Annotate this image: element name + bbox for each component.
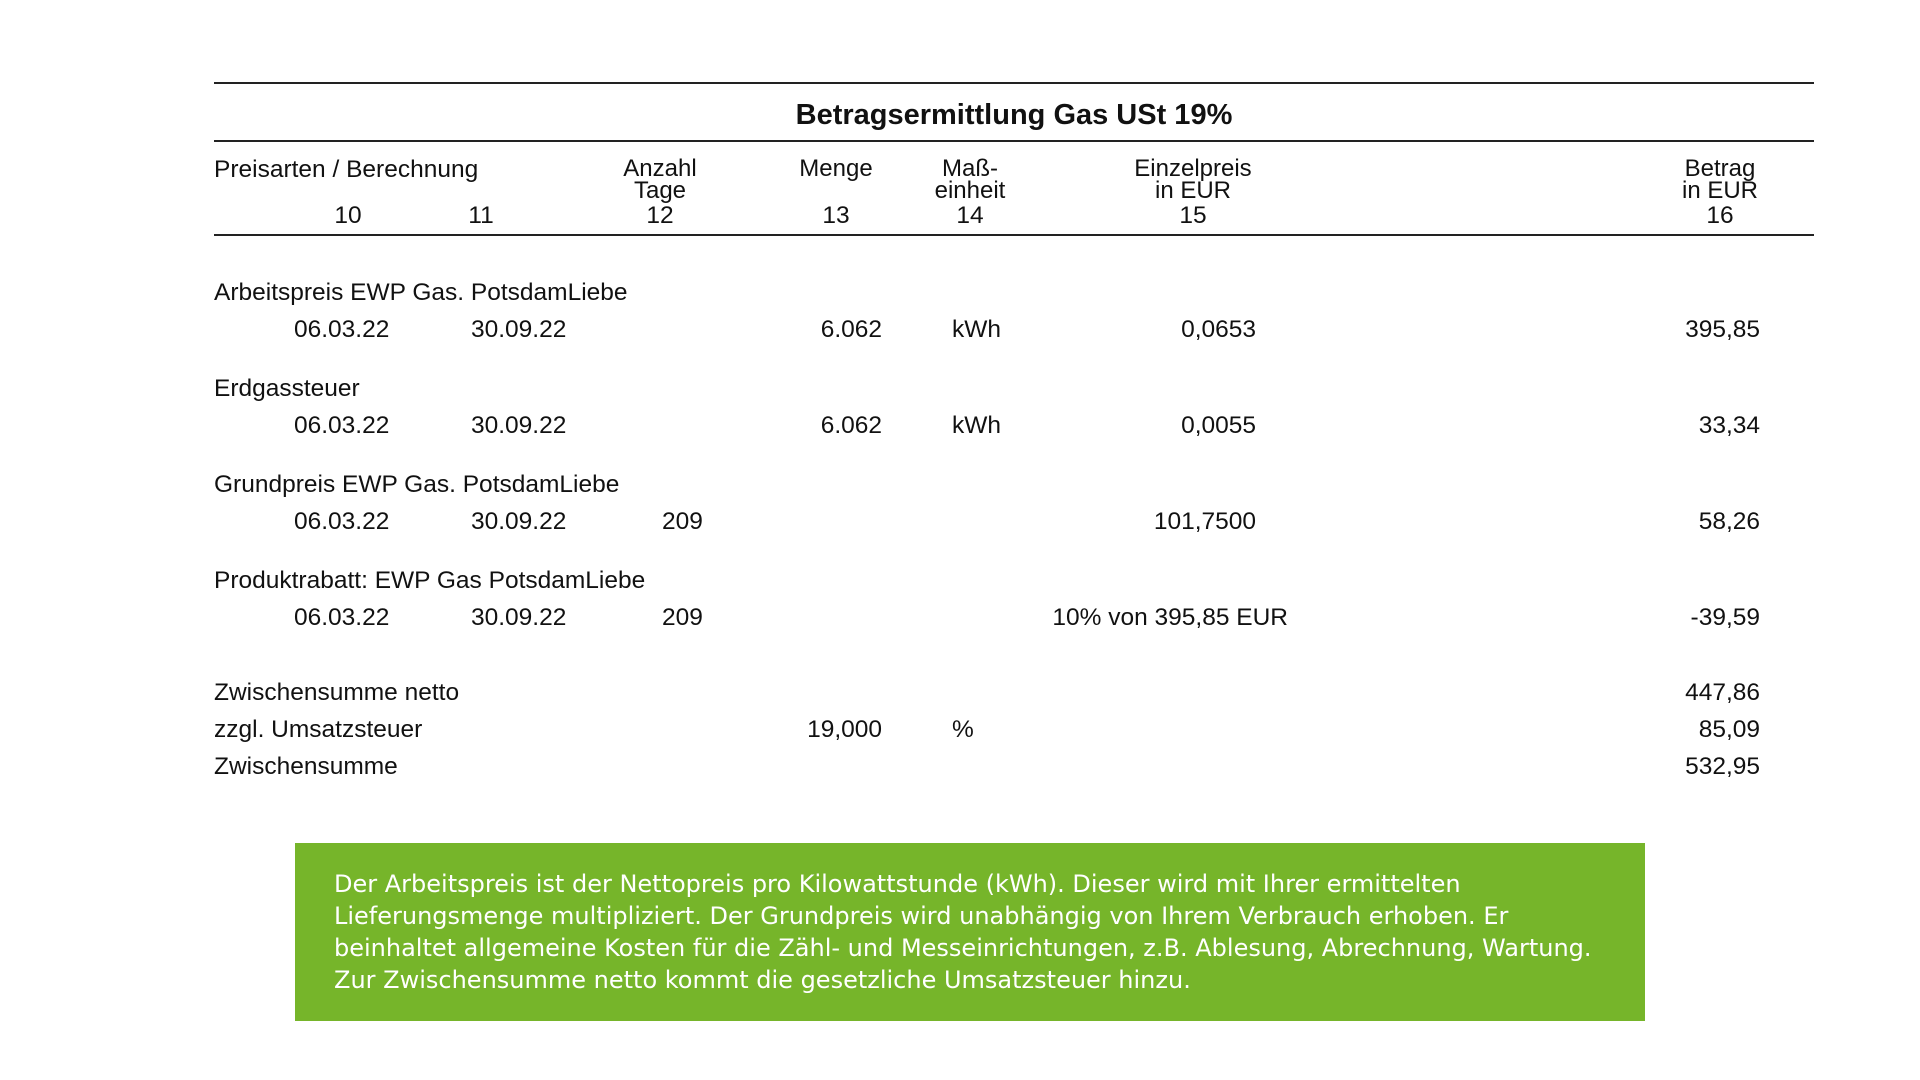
item-amount: -39,59 — [1690, 604, 1760, 631]
column-number: 15 — [1179, 202, 1207, 229]
header-anzahl: Anzahl — [623, 155, 697, 182]
section-title: Betragsermittlung Gas USt 19% — [795, 99, 1233, 131]
top-rule — [214, 82, 1814, 84]
column-number: 16 — [1706, 202, 1734, 229]
item-unit-price: 10% von 395,85 EUR — [1052, 604, 1288, 631]
item-quantity: 6.062 — [820, 316, 882, 343]
info-box — [295, 843, 1645, 1021]
item-unit-price: 101,7500 — [1153, 508, 1256, 535]
header-tage: Tage — [633, 177, 687, 204]
header-masseinheit — [910, 155, 1030, 204]
header-betrag-unit: in EUR — [1681, 177, 1759, 204]
subtotal-label: Zwischensumme — [214, 753, 398, 780]
item-from-date: 06.03.22 — [294, 508, 390, 535]
item-name: Produktrabatt: EWP Gas PotsdamLiebe — [214, 567, 646, 594]
item-amount: 395,85 — [1685, 316, 1760, 343]
item-from-date: 06.03.22 — [294, 412, 390, 439]
header-preisarten: Preisarten / Berechnung — [214, 156, 479, 183]
item-from-date: 06.03.22 — [294, 316, 390, 343]
item-name: Grundpreis EWP Gas. PotsdamLiebe — [214, 471, 620, 498]
header-rule — [214, 234, 1814, 236]
column-number: 14 — [956, 202, 984, 229]
item-to-date: 30.09.22 — [471, 508, 567, 535]
item-name: Arbeitspreis EWP Gas. PotsdamLiebe — [214, 279, 628, 306]
vat-label: zzgl. Umsatzsteuer — [214, 716, 423, 743]
column-number: 13 — [822, 202, 850, 229]
item-days: 209 — [662, 604, 703, 631]
item-unit-price: 0,0653 — [1181, 316, 1256, 343]
header-anzahl-tage — [600, 155, 720, 204]
column-number: 11 — [468, 202, 494, 229]
column-number: 10 — [334, 202, 362, 229]
column-number: 12 — [646, 202, 674, 229]
item-amount: 33,34 — [1698, 412, 1760, 439]
title-rule — [214, 140, 1814, 142]
item-unit: kWh — [952, 316, 1001, 343]
info-text: Der Arbeitspreis ist der Nettopreis pro Kilowattstunde (kWh). Dieser wird mit Ihrer ermittelten Lieferungsmenge multipliziert. Der Grundpreis wird unabhängig von Ihrem Verbrauch erhoben. Er beinhaltet allgemeine Kosten für die Zähl- und Messeinrichtungen, z.B. Ablesung, Abrechnung, Wartung. Zur Zwischensumme netto kommt die gesetzliche Umsatzsteuer hinzu. — [334, 870, 1592, 994]
header-betrag — [1640, 155, 1800, 204]
item-unit-price: 0,0055 — [1181, 412, 1256, 439]
item-to-date: 30.09.22 — [471, 604, 567, 631]
item-from-date: 06.03.22 — [294, 604, 390, 631]
item-name: Erdgassteuer — [214, 375, 360, 402]
vat-unit: % — [952, 716, 974, 743]
vat-rate: 19,000 — [807, 716, 882, 743]
net-subtotal-label: Zwischensumme netto — [214, 679, 460, 706]
item-quantity: 6.062 — [820, 412, 882, 439]
item-to-date: 30.09.22 — [471, 412, 567, 439]
item-unit: kWh — [952, 412, 1001, 439]
header-mass: Maß- — [942, 155, 998, 182]
item-to-date: 30.09.22 — [471, 316, 567, 343]
subtotal-amount: 532,95 — [1685, 753, 1760, 780]
header-einzelpreis — [1113, 155, 1273, 204]
vat-amount: 85,09 — [1698, 716, 1760, 743]
header-einheit: einheit — [934, 177, 1006, 204]
net-subtotal-amount: 447,86 — [1685, 679, 1760, 706]
header-menge: Menge — [799, 155, 873, 182]
item-amount: 58,26 — [1698, 508, 1760, 535]
header-betrag-label: Betrag — [1684, 155, 1756, 182]
header-einzelpreis-unit: in EUR — [1154, 177, 1232, 204]
header-einzelpreis-label: Einzelpreis — [1134, 155, 1252, 182]
item-days: 209 — [662, 508, 703, 535]
